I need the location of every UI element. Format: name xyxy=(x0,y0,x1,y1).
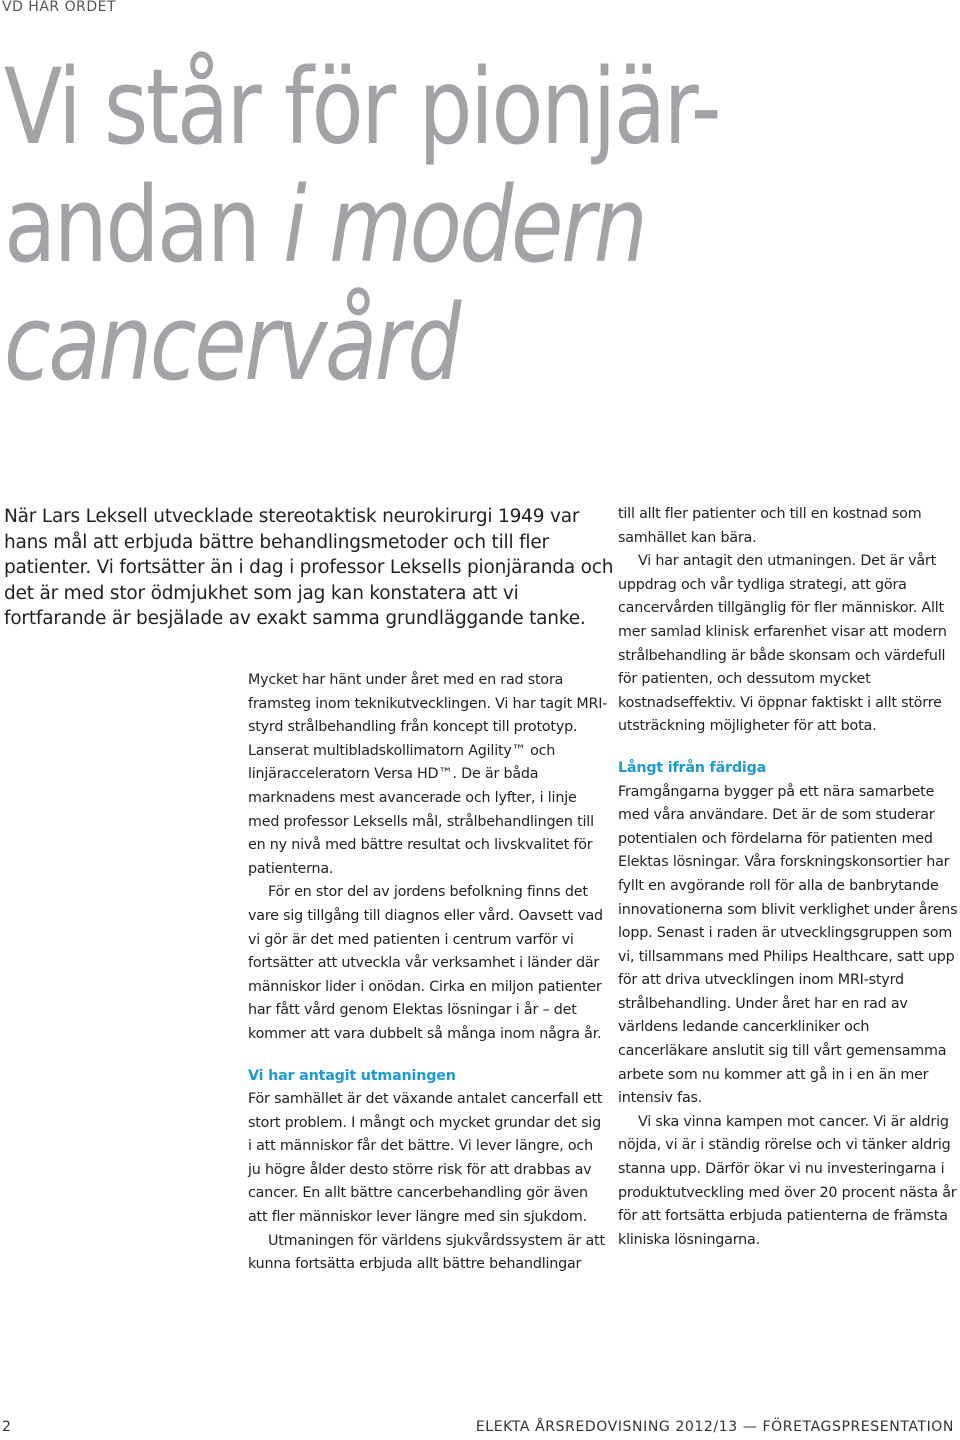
right-paragraph-1: till allt fler patienter och till en kostnad som samhället kan bära. xyxy=(618,506,922,546)
section-label: VD HAR ORDET xyxy=(2,0,117,15)
middle-paragraph-4: Utmaningen för världens sjukvårdssystem är att kunna fortsätta erbjuda allt bättre behandlingar xyxy=(248,1232,605,1273)
right-paragraph-2: Vi har antagit den utmaningen. Det är vårt uppdrag och vår tydliga strategi, att göra cancervården tillgänglig för fler människor. Allt mer samlad klinisk erfarenhet visar att modern strålbehandling är både skonsam och värdefull för patienten, och dessutom mycket kostnadseffektiv. Vi öppnar faktiskt i allt större utsträckning möjligheter för att bota. xyxy=(618,553,947,735)
middle-paragraph-2: För en stor del av jordens befolkning finns det vare sig tillgång till diagnos eller vård. Oavsett vad vi gör är det med patienten i centrum varför vi fortsätter att utveckla vår verksamhet i länder där människor lider i onödan. Cirka en miljon patienter har fått vård genom Elektas lösningar i år – det kommer att vara dubbelt så många inom några år. xyxy=(248,884,603,1042)
lead-paragraph xyxy=(4,504,614,632)
middle-column xyxy=(248,669,608,1277)
page-headline xyxy=(4,48,783,402)
headline-line-1: Vi står för pionjär- xyxy=(4,46,720,168)
right-subheading: Långt ifrån färdiga xyxy=(618,759,767,776)
right-column xyxy=(618,503,960,1252)
headline-line-2 xyxy=(4,166,783,284)
publication-title: ELEKTA ÅRSREDOVISNING 2012/13 — FÖRETAGSPRESENTATION xyxy=(475,1419,954,1435)
right-paragraph-3: Framgångarna bygger på ett nära samarbete med våra användare. Det är de som studerar potentialen och fördelarna för patienten med Elektas lösningar. Våra forskningskonsortier har fyllt en avgörande roll för alla de banbrytande innovationerna som blivit verklighet under årens lopp. Senast i raden är utvecklingsgruppen som vi, tillsammans med Philips Healthcare, satt upp för att driva utvecklingen inom MRI-styrd strålbehandling. Under året har en rad av världens ledande cancerkliniker och cancerläkare anslutit sig till vårt gemensamma arbete som nu kommer att gå in i en än mer intensiv fas. xyxy=(618,783,958,1107)
headline-line-2-italic: i modern xyxy=(283,164,646,286)
middle-subheading: Vi har antagit utmaningen xyxy=(248,1067,456,1084)
middle-paragraph-1: Mycket har hänt under året med en rad stora framsteg inom teknikutvecklingen. Vi har tagit MRI-styrd strålbehandling från koncept till prototyp. Lanserat multibladskollimatorn Agility™ och linjäracceleratorn Versa HD™. De är båda marknadens mest avancerade och lyfter, i linje med professor Leksells mål, strålbehandlingen till en ny nivå med bättre resultat och livskvalitet för patienterna. xyxy=(248,672,608,877)
right-paragraph-4: Vi ska vinna kampen mot cancer. Vi är aldrig nöjda, vi är i ständig rörelse och vi tänker aldrig stanna upp. Därför ökar vi nu investeringarna i produktutveckling med över 20 procent nästa år för att fortsätta erbjuda patienterna de främsta kliniska lösningarna. xyxy=(618,1113,957,1248)
headline-line-3 xyxy=(4,284,783,402)
headline-line-3-italic: cancervård xyxy=(4,282,459,404)
lead-text: När Lars Leksell utvecklade stereotaktisk neurokirurgi 1949 var hans mål att erbjuda bättre behandlingsmetoder och till fler patienter. Vi fortsätter än i dag i professor Leksells pionjäranda och det är med stor ödmjukhet som jag kan konstatera att vi fortfarande är besjälade av exakt samma grundläggande tanke. xyxy=(4,506,614,629)
middle-paragraph-3: För samhället är det växande antalet cancerfall ett stort problem. I mångt och mycket grundar det sig i att människor får det bättre. Vi lever längre, och ju högre ålder desto större risk för att drabbas av cancer. En allt bättre cancerbehandling gör även att fler människor lever längre med sin sjukdom. xyxy=(248,1091,603,1226)
page-number: 2 xyxy=(2,1419,11,1435)
headline-line-2-normal: andan xyxy=(4,164,284,286)
